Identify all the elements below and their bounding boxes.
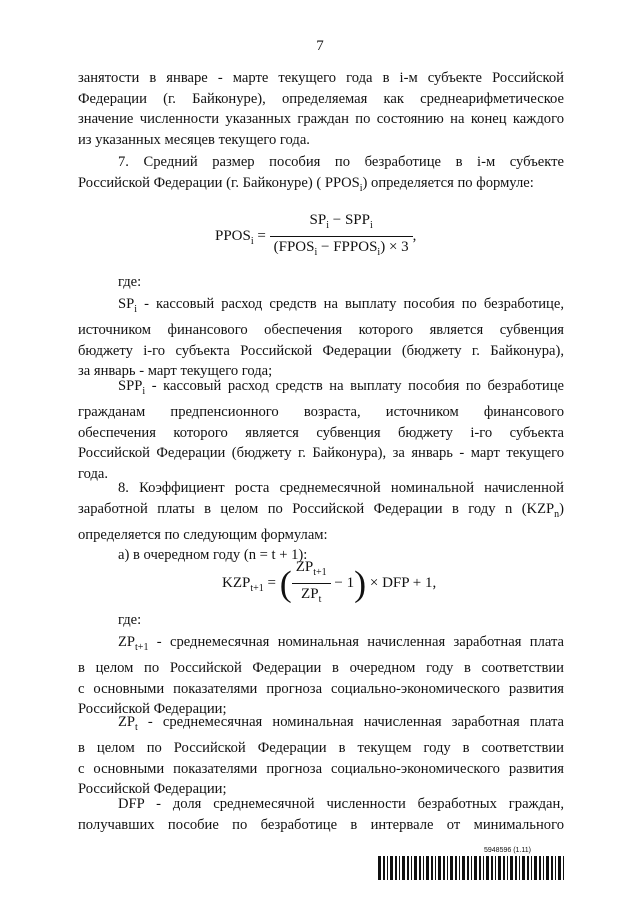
text-fragment: заработной платы в целом по Российской Федерации в году n (KZP xyxy=(78,500,555,517)
subscript: t+1 xyxy=(313,567,327,578)
equals-sign: = xyxy=(267,574,276,591)
numerator xyxy=(292,557,331,584)
subscript: i xyxy=(314,247,318,258)
text-line: года. xyxy=(78,465,109,482)
text-fragment: - среднемесячная номинальная начисленная заработная плата xyxy=(137,714,564,730)
num-term: ZP xyxy=(295,559,314,575)
text-line xyxy=(78,712,564,738)
formula-kzp xyxy=(222,557,436,610)
where-text: где: xyxy=(118,274,142,290)
barcode-bar xyxy=(479,856,481,880)
formula-ppos xyxy=(215,210,416,263)
text-line: в целом по Российской Федерации в текущем году в соответствии xyxy=(78,740,564,757)
text-line xyxy=(78,173,564,199)
barcode-bar xyxy=(390,856,393,880)
equals-sign: = xyxy=(257,227,266,244)
where-text: где: xyxy=(118,612,142,628)
text-line: определяется по следующим формулам: xyxy=(78,526,328,543)
text-line: DFP - доля среднемесячной численности безработных граждан, xyxy=(118,796,564,812)
comma: , xyxy=(412,227,417,244)
num-term: SP xyxy=(309,212,327,228)
fraction xyxy=(292,557,331,610)
den-term: (FPOS xyxy=(273,239,315,255)
barcode-bar xyxy=(546,856,549,880)
subscript: t+1 xyxy=(250,582,264,594)
formula-rest: × DFP + 1, xyxy=(369,574,437,591)
text-line: а) в очередном году (n = t + 1): xyxy=(118,547,308,564)
subscript: i xyxy=(134,303,138,315)
barcode-bar xyxy=(474,856,477,880)
text-fragment: - кассовый расход средств на выплату пособия по безработице, xyxy=(137,296,564,312)
text-line: бюджету i-го субъекта Российской Федерации (бюджету г. Байконура), xyxy=(78,342,564,359)
barcode-bar xyxy=(450,856,453,880)
barcode-bar xyxy=(539,856,541,880)
formula-lhs: PPOS xyxy=(215,227,251,244)
barcode-bar xyxy=(531,856,532,880)
subscript: i xyxy=(359,182,363,194)
paragraph-8 xyxy=(78,478,564,566)
barcode-bar xyxy=(467,856,469,880)
barcode-bar xyxy=(387,856,388,880)
text-line: Федерации (г. Байконуре), определяемая как среднеарифметическое xyxy=(78,90,564,107)
left-paren: ( xyxy=(279,563,292,604)
barcode-bar xyxy=(431,856,433,880)
text-line: с основными показателями прогноза социально-экономического развития xyxy=(78,760,564,777)
barcode-bar xyxy=(407,856,409,880)
subscript: t xyxy=(135,721,138,733)
definition-spp xyxy=(78,376,564,484)
text-line xyxy=(78,632,564,658)
text-line xyxy=(78,294,564,320)
barcode-bar xyxy=(462,856,465,880)
barcode-bar xyxy=(399,856,400,880)
barcode-bar xyxy=(414,856,417,880)
text-line xyxy=(78,376,564,402)
subscript: i xyxy=(377,247,381,258)
subscript: i xyxy=(326,220,329,231)
barcode-bar xyxy=(455,856,457,880)
subscript: i xyxy=(369,220,373,231)
text-fragment: ) определяется по формуле: xyxy=(362,174,534,191)
denominator xyxy=(270,237,413,263)
text-line: за январь - март текущего года; xyxy=(78,363,273,380)
barcode-bar xyxy=(423,856,424,880)
symbol: SPP xyxy=(118,378,143,394)
barcode-bar xyxy=(447,856,448,880)
fraction xyxy=(270,210,413,263)
barcode-bar xyxy=(486,856,489,880)
subscript: i xyxy=(142,385,146,397)
barcode-bar xyxy=(510,856,513,880)
where-label-1 xyxy=(78,272,564,293)
symbol: ZP xyxy=(118,634,136,650)
paragraph-employment xyxy=(78,68,564,150)
barcode-bar xyxy=(471,856,472,880)
paragraph-7 xyxy=(78,152,564,199)
barcode-bar xyxy=(551,856,553,880)
barcode-bar xyxy=(426,856,429,880)
den-term: − FPPOS xyxy=(317,239,378,255)
subscript: n xyxy=(554,508,560,520)
barcode-bar xyxy=(522,856,525,880)
text-line: значение численности указанных граждан по состоянию на конец каждого xyxy=(78,111,564,127)
text-line: 7. Средний размер пособия по безработице в i-м субъекте xyxy=(118,154,564,170)
symbol: SP xyxy=(118,296,135,312)
barcode-bar xyxy=(558,856,561,880)
text-line: Российской Федерации (бюджету г. Байконура), за январь - март текущего xyxy=(78,445,564,462)
den-term: ) × 3 xyxy=(380,239,409,255)
barcode-bar xyxy=(543,856,544,880)
definition-sp xyxy=(78,294,564,382)
subscript: i xyxy=(250,235,254,247)
barcode-number: 5948596 (1.11) xyxy=(484,847,531,854)
barcode-bar xyxy=(515,856,517,880)
barcode-bar xyxy=(507,856,508,880)
text-line xyxy=(78,499,564,525)
definition-zp-t xyxy=(78,712,564,800)
text-line: 8. Коэффициент роста среднемесячной номинальной начисленной xyxy=(118,480,564,496)
text-fragment: - среднемесячная номинальная начисленная заработная плата xyxy=(148,634,564,650)
text-line: занятости в январе - марте текущего года в i-м субъекте Российской xyxy=(78,70,564,86)
barcode-bar xyxy=(495,856,496,880)
text-fragment: ) xyxy=(559,500,564,517)
barcode-bar xyxy=(395,856,397,880)
barcode-bar xyxy=(402,856,405,880)
barcode-bar xyxy=(503,856,505,880)
where-label-2 xyxy=(78,610,564,631)
barcode-bar xyxy=(563,856,564,880)
num-term: − SPP xyxy=(328,212,370,228)
minus-one: − 1 xyxy=(334,574,355,591)
definition-dfp xyxy=(78,794,564,835)
barcode-bar xyxy=(435,856,436,880)
definition-zp-t1 xyxy=(78,632,564,720)
barcode-bar xyxy=(498,856,501,880)
subscript: t+1 xyxy=(135,641,149,653)
barcode-bar xyxy=(491,856,493,880)
barcode-image xyxy=(378,856,564,880)
numerator xyxy=(270,210,413,237)
page-number: 7 xyxy=(316,38,324,54)
subscript: t xyxy=(318,594,322,605)
barcode-bar xyxy=(378,856,381,880)
barcode-bar xyxy=(483,856,484,880)
barcode-bar xyxy=(519,856,520,880)
text-line: из указанных месяцев текущего года. xyxy=(78,131,310,148)
barcode-bar xyxy=(527,856,529,880)
text-line: Российской Федерации; xyxy=(78,781,227,798)
text-fragment: - кассовый расход средств на выплату пособия по безработице xyxy=(145,378,564,394)
barcode-bar xyxy=(419,856,421,880)
formula-lhs: KZP xyxy=(222,574,251,591)
denominator xyxy=(292,584,331,610)
symbol: ZP xyxy=(118,714,136,730)
text-line: получавших пособие по безработице в интервале от минимального xyxy=(78,816,564,833)
text-line: Российской Федерации; xyxy=(78,701,227,718)
barcode-bar xyxy=(438,856,441,880)
den-term: ZP xyxy=(301,586,319,602)
text-line: обеспечения которого является субвенция бюджету i-го субъекта xyxy=(78,424,564,441)
text-line: гражданам предпенсионного возраста, источником финансового xyxy=(78,404,564,421)
text-line: в целом по Российской Федерации в очередном году в соответствии xyxy=(78,660,564,677)
barcode-bar xyxy=(383,856,385,880)
barcode-bar xyxy=(555,856,556,880)
right-paren: ) xyxy=(354,563,367,604)
barcode-bar xyxy=(534,856,537,880)
text-line: с основными показателями прогноза социально-экономического развития xyxy=(78,680,564,697)
text-fragment: Российской Федерации (г. Байконуре) ( PPOS xyxy=(78,174,360,191)
text-line: источником финансового обеспечения которого является субвенция xyxy=(78,322,564,339)
barcode-bar xyxy=(411,856,412,880)
barcode-bar xyxy=(459,856,460,880)
barcode-bar xyxy=(443,856,445,880)
